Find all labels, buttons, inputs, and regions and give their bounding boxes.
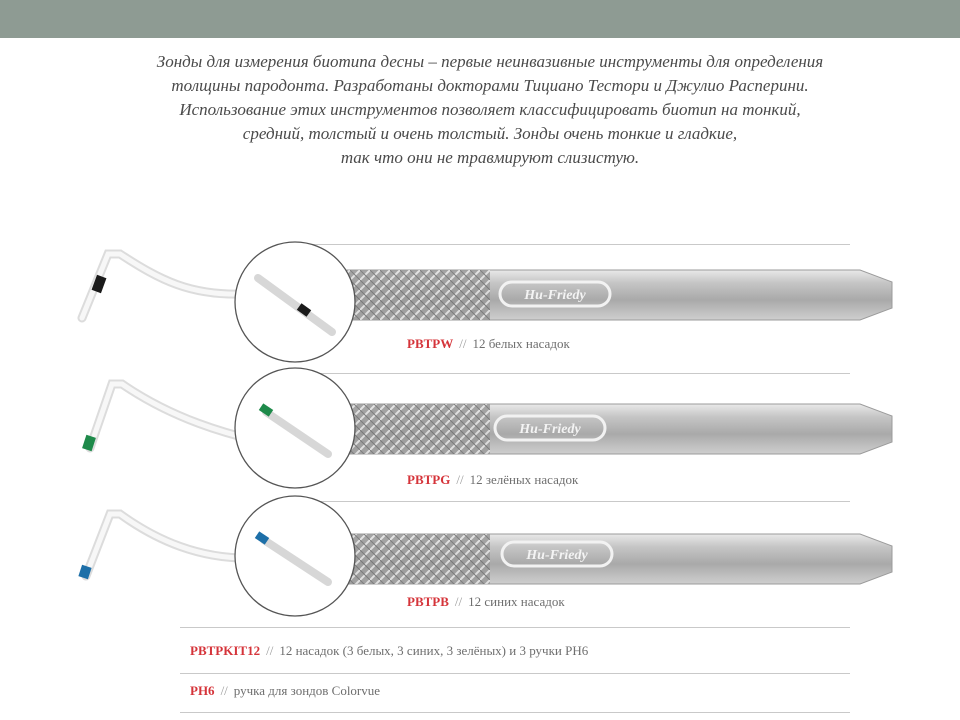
slide-top-bar — [0, 0, 960, 38]
intro-line: Использование этих инструментов позволяет классифицировать биотип на тонкий, — [179, 100, 801, 119]
product-label — [407, 594, 565, 610]
separator: // — [459, 336, 467, 351]
kit-label — [190, 683, 380, 699]
kit-description: ручка для зондов Colorvue — [233, 683, 381, 698]
kit-label — [190, 643, 588, 659]
product-label — [407, 336, 570, 352]
intro-line: так что они не травмируют слизистую. — [340, 148, 640, 167]
divider — [180, 627, 850, 628]
kit-description: 12 насадок (3 белых, 3 синих, 3 зелёных) и 3 ручки PH6 — [279, 643, 589, 658]
product-code: PBTPW — [407, 336, 454, 351]
separator: // — [456, 472, 464, 487]
kit-code: PBTPKIT12 — [190, 643, 261, 658]
brand-logo: Hu-Friedy — [519, 422, 581, 437]
product-code: PBTPG — [407, 472, 451, 487]
product-description: 12 зелёных насадок — [469, 472, 579, 487]
product-description: 12 белых насадок — [472, 336, 570, 351]
intro-line: толщины пародонта. Разработаны докторами Тициано Тестори и Джулио Расперини. — [171, 76, 809, 95]
kit-code: PH6 — [190, 683, 215, 698]
product-description: 12 синих насадок — [468, 594, 565, 609]
separator: // — [220, 683, 228, 698]
intro-line: средний, толстый и очень толстый. Зонды очень тонкие и гладкие, — [242, 124, 738, 143]
intro-line: Зонды для измерения биотипа десны – первые неинвазивные инструменты для определения — [156, 52, 824, 71]
intro-text — [60, 50, 920, 170]
divider — [180, 712, 850, 713]
separator: // — [454, 594, 463, 609]
separator: // — [266, 643, 274, 658]
product-label — [407, 472, 578, 488]
brand-logo: Hu-Friedy — [526, 548, 588, 563]
product-code: PBTPB — [407, 594, 449, 609]
divider — [180, 673, 850, 674]
brand-logo: Hu-Friedy — [524, 288, 586, 303]
